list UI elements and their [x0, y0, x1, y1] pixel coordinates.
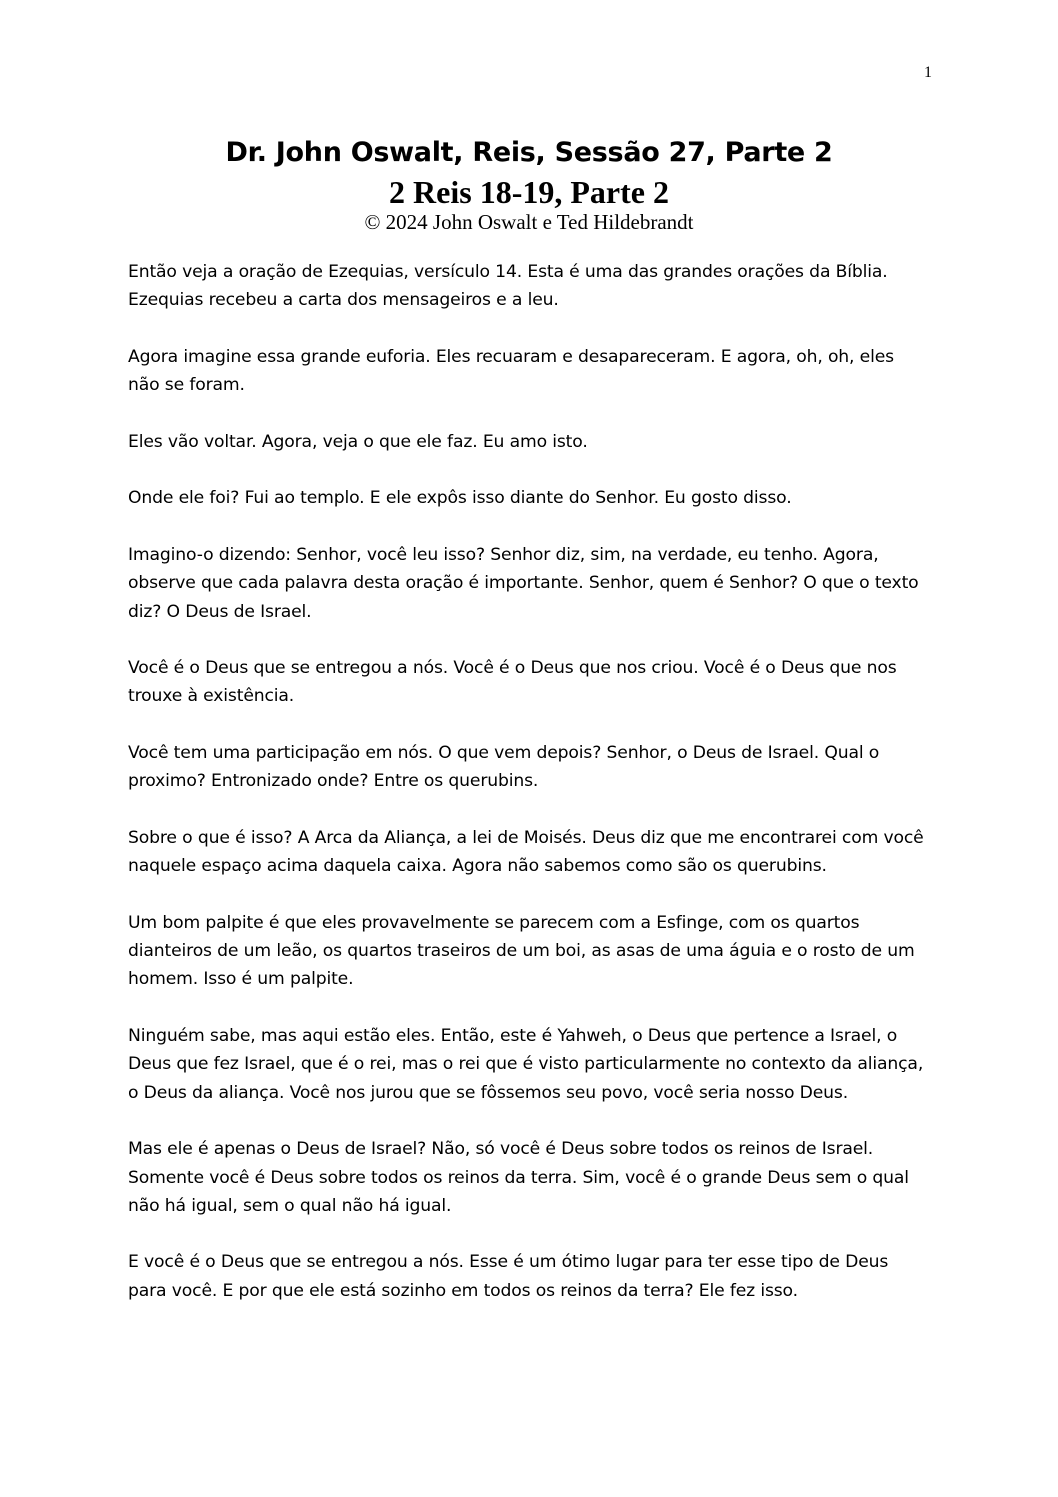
- paragraph: Onde ele foi? Fui ao templo. E ele expôs isso diante do Senhor. Eu gosto disso.: [128, 488, 792, 509]
- paragraph: Um bom palpite é que eles provavelmente se parecem com a Esfinge, com os quartos dianteiros de um leão, os quartos traseiros de um boi, as asas de uma águia e o rosto de um homem. Isso é um palpite.: [128, 912, 915, 990]
- paragraph: E você é o Deus que se entregou a nós. Esse é um ótimo lugar para ter esse tipo de Deus para você. E por que ele está sozinho em todos os reinos da terra? Ele fez isso.: [128, 1252, 889, 1301]
- document-subtitle: 2 Reis 18-19, Parte 2: [389, 174, 669, 210]
- page-number: 1: [924, 64, 932, 81]
- paragraph: Você é o Deus que se entregou a nós. Você é o Deus que nos criou. Você é o Deus que nos trouxe à existência.: [128, 658, 897, 707]
- paragraph: Agora imagine essa grande euforia. Eles recuaram e desapareceram. E agora, oh, oh, eles não se foram.: [128, 346, 894, 396]
- document-title: Dr. John Oswalt, Reis, Sessão 27, Parte 2: [225, 137, 833, 168]
- paragraph: Imagino-o dizendo: Senhor, você leu isso? Senhor diz, sim, na verdade, eu tenho. Agora, observe que cada palavra desta oração é importante. Senhor, quem é Senhor? O que o texto diz? O Deus de Israel.: [128, 544, 919, 622]
- paragraph: Mas ele é apenas o Deus de Israel? Não, só você é Deus sobre todos os reinos de Israel. Somente você é Deus sobre todos os reinos da terra. Sim, você é o grande Deus sem o qual não há igual, sem o qual não há igual.: [128, 1139, 909, 1216]
- document-header: [0, 134, 1058, 234]
- paragraph: Sobre o que é isso? A Arca da Aliança, a lei de Moisés. Deus diz que me encontrarei com você naquele espaço acima daquela caixa. Agora não sabemos como são os querubins.: [128, 827, 924, 877]
- paragraph: Então veja a oração de Ezequias, versículo 14. Esta é uma das grandes orações da Bíblia. Ezequias recebeu a carta dos mensageiros e a leu.: [128, 262, 888, 311]
- paragraph: Você tem uma participação em nós. O que vem depois? Senhor, o Deus de Israel. Qual o proximo? Entronizado onde? Entre os querubins.: [128, 743, 880, 792]
- paragraph: Eles vão voltar. Agora, veja o que ele faz. Eu amo isto.: [128, 431, 588, 452]
- document-body: [128, 258, 928, 1333]
- paragraph: Ninguém sabe, mas aqui estão eles. Então, este é Yahweh, o Deus que pertence a Israel, o Deus que fez Israel, que é o rei, mas o rei que é visto particularmente no contexto da aliança, o Deus da aliança. Você nos jurou que se fôssemos seu povo, você seria nosso Deus.: [128, 1026, 924, 1103]
- copyright-notice: © 2024 John Oswalt e Ted Hildebrandt: [364, 210, 694, 234]
